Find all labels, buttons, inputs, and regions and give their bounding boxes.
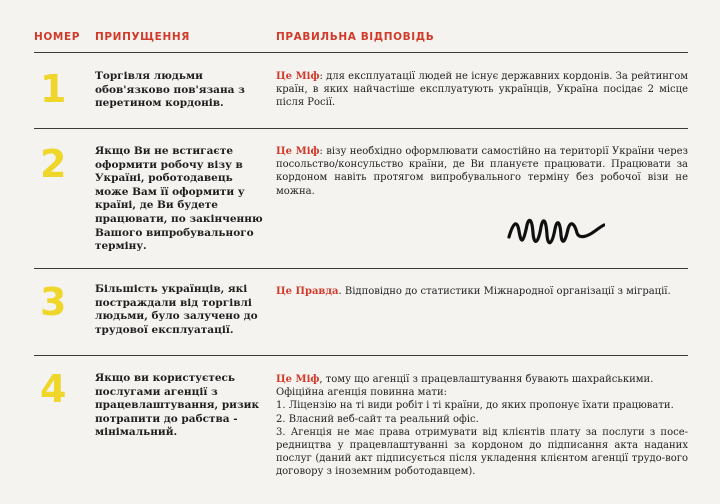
row-divider — [34, 268, 688, 269]
row-4-line: 2. Власний веб-сайт та реальний офіс. — [276, 413, 479, 425]
row-4-line: 1. Ліцензію на ті види робіт і ті країни, до яких пропонує їхати працювати. — [276, 400, 674, 412]
row-4-line: 3. Агенція не має права отримувати від клієнтів плату за послуги з посе-редництва у працевлаштуванні за кордоном до підписання акта наданих послуг (даний акт підписується після укладення клієнтом агенції трудо-вого договору з іноземним роботодавцем). — [276, 426, 688, 478]
row-divider — [34, 128, 688, 129]
row-2-answer-text: : візу необхідно оформлювати самостійно на території України через посольство/консульство країни, де Ви плануєте працювати. Працювати за кордоном навіть протягом випробувального терміну без робочої візи не можна. — [276, 146, 688, 197]
row-4-number: 4 — [40, 367, 67, 411]
row-4-tag: Це Міф — [276, 374, 320, 385]
row-1-assumption: Торгівля людьми обов'язково пов'язана з перетином кордонів. — [95, 70, 245, 110]
header-rule — [34, 52, 688, 53]
row-2-assumption: Якщо Ви не встигаєте оформити робочу візу в Україні, роботодавець може Вам її оформити у країні, де Ви будете працювати, по закінченню Вашого випробувального терміну. — [95, 145, 263, 253]
header-answer: ПРАВИЛЬНА ВІДПОВІДЬ — [276, 31, 435, 43]
row-2-number: 2 — [40, 142, 67, 186]
row-3-answer-text: . Відповідно до статистики Міжнародної організації з міграції. — [338, 286, 671, 297]
row-3-answer — [276, 285, 688, 298]
row-4-assumption: Якщо ви користуєтесь послугами агенції з працевлаштування, ризик потрапити до рабства - мінімальний. — [95, 372, 260, 439]
row-2-answer — [276, 145, 688, 198]
row-2-tag: Це Міф — [276, 146, 320, 157]
row-3-assumption: Більшість українців, які постраждали від торгівлі людьми, було залучено до трудової експлуатації. — [95, 283, 258, 336]
row-1-answer-text: : для експлуатації людей не існує державних кордонів. За рейтингом країн, в яких найчастіше експлуатують українців, Україна посідає 2 місце після Росії. — [276, 71, 688, 109]
row-divider — [34, 355, 688, 356]
row-4-line: Офіційна агенція повинна мати: — [276, 387, 447, 399]
handwritten-signature — [505, 211, 605, 253]
row-1-number: 1 — [40, 67, 67, 111]
row-4-answer — [276, 373, 688, 479]
row-3-tag: Це Правда — [276, 286, 339, 297]
row-1-tag: Це Міф — [276, 71, 320, 82]
row-1-answer — [276, 70, 688, 110]
row-4-answer-text: , тому що агенції з працевлаштування бувають шахрайськими. — [319, 374, 654, 385]
header-assumption: ПРИПУЩЕННЯ — [95, 31, 190, 43]
row-3-number: 3 — [40, 280, 67, 324]
header-number: НОМЕР — [34, 31, 81, 43]
